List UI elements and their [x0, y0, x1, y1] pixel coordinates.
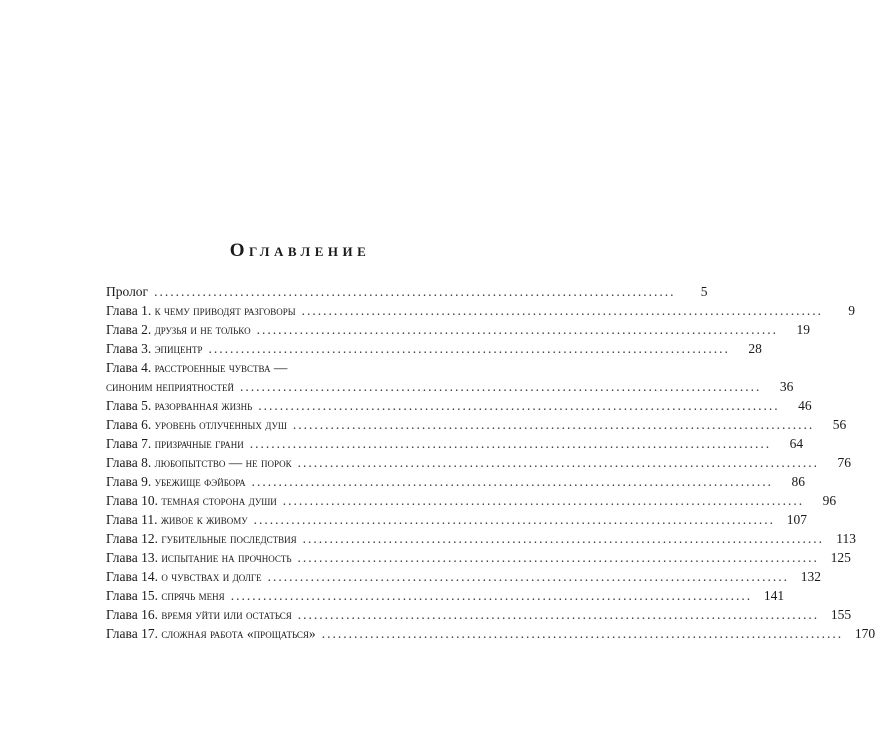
toc-title: Оглавление: [229, 240, 371, 261]
toc-entry: [106, 453, 852, 472]
toc-entry-text-continued: [106, 377, 234, 396]
toc-entry-label: Глава 4.: [106, 360, 152, 375]
toc-entry-label: Пролог: [106, 284, 149, 299]
toc-entry: [106, 320, 810, 339]
dot-leader: .................................................................................................: [282, 493, 805, 508]
toc-entry-text: [106, 586, 225, 605]
toc-entry-text: [106, 360, 287, 375]
toc-entry-text: [106, 472, 246, 491]
toc-entry-label: Глава 3.: [106, 341, 152, 356]
toc-entry: [106, 358, 794, 396]
toc-entry-label: Глава 17.: [106, 626, 158, 641]
toc-entry-title: призрачные грани: [154, 436, 244, 451]
toc-entry-text: [106, 320, 251, 339]
toc-entry-text: [106, 415, 287, 434]
toc-entry-title: друзья и не только: [154, 322, 251, 337]
toc-entry-page: 107: [786, 512, 807, 527]
toc-entry-text: [106, 434, 244, 453]
toc-entry-title: темная сторона души: [161, 493, 277, 508]
toc-entry-page: 56: [832, 417, 847, 432]
dot-leader: .................................................................................................: [292, 417, 815, 432]
toc-entry-label: Глава 16.: [106, 607, 158, 622]
toc-entry: [106, 548, 851, 567]
toc-entry: [106, 282, 708, 301]
toc-entry-page: 28: [748, 341, 762, 356]
dot-leader: .................................................................................................: [251, 474, 774, 489]
dot-leader: .................................................................................................: [297, 455, 820, 470]
toc-entry: [106, 567, 821, 586]
toc-list: [106, 282, 875, 643]
toc-entry-text: [106, 624, 316, 643]
toc-entry-title: испытание на прочность: [161, 550, 292, 565]
toc-entry-text: [106, 605, 292, 624]
toc-entry-label: Глава 13.: [106, 550, 158, 565]
dot-leader: .................................................................................................: [297, 550, 819, 565]
toc-entry-title: спрячь меня: [161, 588, 225, 603]
toc-entry-label: Глава 5.: [106, 398, 152, 413]
toc-entry-page: 76: [837, 455, 852, 470]
toc-entry-text: [106, 510, 248, 529]
toc-entry-page: 86: [791, 474, 806, 489]
toc-entry-title-continued: синоним неприятностей: [106, 379, 234, 394]
toc-entry-page: 46: [798, 398, 812, 413]
toc-entry-page: 96: [822, 493, 837, 508]
toc-entry: [106, 415, 847, 434]
toc-entry: [106, 605, 852, 624]
dot-leader: .................................................................................................: [258, 398, 780, 413]
toc-entry-label: Глава 9.: [106, 474, 152, 489]
toc-entry-text: [106, 282, 148, 301]
toc-entry-page: 170: [854, 626, 875, 641]
toc-entry: [106, 529, 856, 548]
dot-leader: .................................................................................................: [240, 379, 762, 394]
toc-entry-title: к чему приводят разговоры: [154, 303, 296, 318]
toc-entry-title: эпицентр: [154, 341, 203, 356]
toc-entry: [106, 396, 812, 415]
toc-entry-title: уровень отлученных душ: [154, 417, 287, 432]
toc-entry-page: 64: [789, 436, 804, 451]
toc-entry-title: сложная работа «прощаться»: [161, 626, 316, 641]
dot-leader: .................................................................................................: [302, 531, 824, 546]
toc-entry-page: 19: [796, 322, 810, 337]
dot-leader: .................................................................................................: [253, 512, 775, 527]
toc-entry-label: Глава 11.: [106, 512, 158, 527]
toc-entry-page: 125: [830, 550, 851, 565]
toc-entry-text: [106, 396, 252, 415]
dot-leader: .................................................................................................: [154, 284, 676, 299]
toc-entry-page: 141: [763, 588, 785, 603]
toc-entry-label: Глава 7.: [106, 436, 152, 451]
toc-entry-label: Глава 1.: [106, 303, 152, 318]
toc-entry-page: 9: [848, 303, 855, 318]
dot-leader: .................................................................................................: [256, 322, 778, 337]
toc-entry-title: о чувствах и долге: [161, 569, 262, 584]
toc-entry-title: убежище фэйбора: [154, 474, 246, 489]
toc-entry-text: [106, 529, 297, 548]
toc-entry-label: Глава 8.: [106, 455, 152, 470]
toc-entry-label: Глава 10.: [106, 493, 158, 508]
toc-entry-text: [106, 491, 277, 510]
dot-leader: .................................................................................................: [208, 341, 730, 356]
dot-leader: .................................................................................................: [230, 588, 753, 603]
toc-entry: [106, 624, 875, 643]
toc-entry: [106, 472, 806, 491]
toc-entry: [106, 491, 837, 510]
toc-entry-text: [106, 453, 292, 472]
toc-entry-title: любопытство — не порок: [154, 455, 292, 470]
toc-entry-page: 36: [779, 379, 794, 394]
toc-entry: [106, 301, 855, 320]
toc-entry-title: время уйти или остаться: [161, 607, 292, 622]
toc-entry-page: 5: [700, 284, 708, 299]
toc-entry-page: 132: [800, 569, 821, 584]
dot-leader: .................................................................................................: [249, 436, 772, 451]
dot-leader: .................................................................................................: [301, 303, 823, 318]
toc-entry-label: Глава 12.: [106, 531, 158, 546]
toc-entry: [106, 339, 762, 358]
toc-entry-text: [106, 339, 203, 358]
toc-entry-title: губительные последствия: [161, 531, 297, 546]
dot-leader: .................................................................................................: [321, 626, 844, 641]
toc-entry-text: [106, 567, 262, 586]
dot-leader: .................................................................................................: [267, 569, 789, 584]
toc-entry-text: [106, 548, 292, 567]
toc-entry-label: Глава 6.: [106, 417, 152, 432]
toc-entry-title: расстроенные чувства —: [154, 360, 288, 375]
toc-entry-label: Глава 2.: [106, 322, 152, 337]
toc-entry: [106, 510, 807, 529]
dot-leader: .................................................................................................: [297, 607, 820, 622]
toc-entry-page: 155: [830, 607, 852, 622]
toc-entry-title: живое к живому: [160, 512, 248, 527]
toc-entry-label: Глава 15.: [106, 588, 158, 603]
toc-entry: [106, 586, 785, 605]
toc-entry-text: [106, 301, 296, 320]
toc-entry: [106, 434, 804, 453]
toc-entry-page: 113: [836, 531, 856, 546]
toc-entry-label: Глава 14.: [106, 569, 158, 584]
toc-entry-title: разорванная жизнь: [154, 398, 253, 413]
